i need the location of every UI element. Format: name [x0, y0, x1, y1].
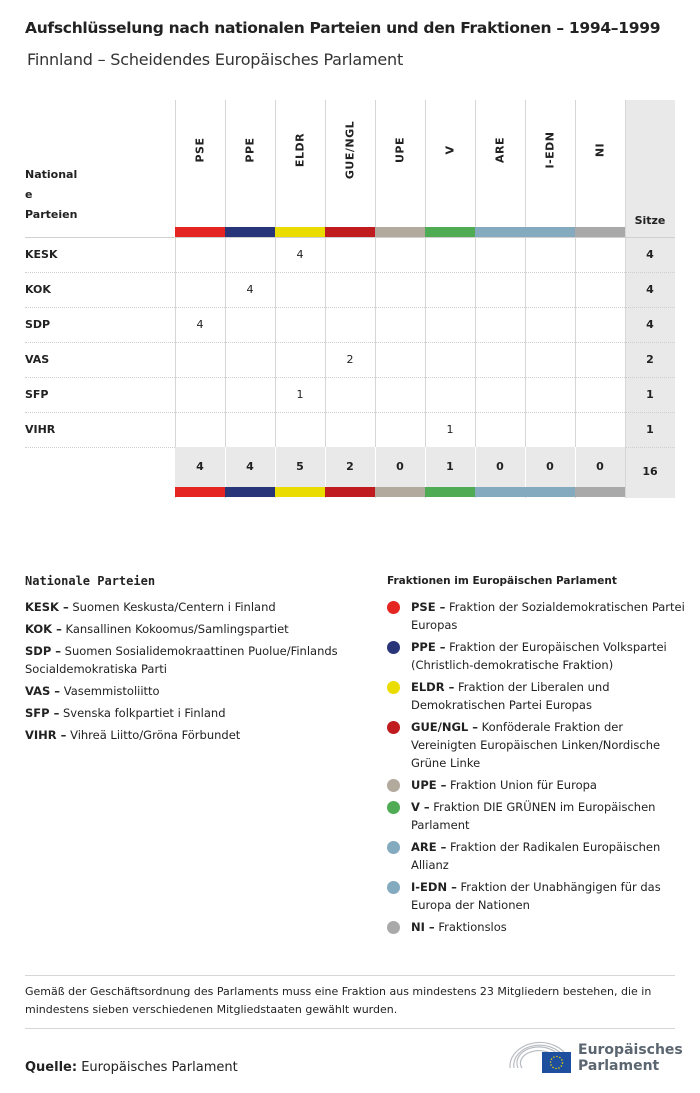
column-header-label: I-EDN	[543, 131, 557, 169]
ep-logo	[508, 1038, 683, 1078]
legend-color-dot-icon	[387, 881, 400, 894]
column-header-v	[425, 100, 475, 227]
group-color-bar	[225, 227, 275, 237]
legend-color-dot-icon	[387, 779, 400, 792]
legend-abbr: GUE/NGL –	[411, 720, 478, 734]
group-legend-item	[387, 718, 687, 772]
column-total: 2	[346, 460, 354, 473]
column-header-are	[475, 100, 525, 227]
legend-abbr: KESK –	[25, 600, 69, 614]
legend-abbr: I-EDN –	[411, 880, 457, 894]
legend-color-dot-icon	[387, 801, 400, 814]
group-color-bar-bottom	[375, 487, 425, 497]
national-party-legend-item	[25, 642, 365, 678]
group-color-bar	[175, 227, 225, 237]
legend-color-dot-icon	[387, 681, 400, 694]
group-color-bar	[275, 227, 325, 237]
legend-national-title: Nationale Parteien	[25, 574, 156, 588]
legend-abbr: UPE –	[411, 778, 447, 792]
legend-abbr: SFP –	[25, 706, 60, 720]
column-header-label: NI	[593, 142, 607, 158]
column-header-label: ARE	[493, 137, 507, 163]
column-header-label: UPE	[393, 136, 407, 164]
legend-abbr: NI –	[411, 920, 435, 934]
legend-text: Fraktion DIE GRÜNEN im Europäischen Parlament	[411, 800, 656, 832]
legend-abbr: VAS –	[25, 684, 61, 698]
group-color-bar-bottom	[275, 487, 325, 497]
row-total: 4	[646, 318, 654, 331]
legend-national-parties	[25, 572, 365, 748]
legend-color-dot-icon	[387, 601, 400, 614]
legend-text: Konföderale Fraktion der Vereinigten Europäischen Linken/Nordische Grüne Linke	[411, 720, 661, 770]
column-header-label: ELDR	[293, 132, 307, 168]
footnote: Gemäß der Geschäftsordnung des Parlaments muss eine Fraktion aus mindestens 23 Mitgliedern bestehen, die in mindestens sieben verschiedenen Mitgliedstaaten gewählt wurden.	[25, 985, 652, 1016]
national-party-legend-item	[25, 682, 365, 700]
group-color-bar-bottom	[175, 487, 225, 497]
group-legend-item	[387, 598, 687, 634]
group-legend-item	[387, 838, 687, 874]
legend-text: Suomen Sosialidemokraattinen Puolue/Finlands Socialdemokratiska Parti	[25, 644, 338, 676]
group-legend-item	[387, 638, 687, 674]
legend-abbr: SDP –	[25, 644, 62, 658]
column-header-label: PPE	[243, 137, 257, 163]
table-cell: 1	[446, 423, 454, 436]
table-cell: 4	[246, 283, 254, 296]
column-header-upe	[375, 100, 425, 227]
source-label: Quelle:	[25, 1060, 78, 1075]
column-total: 0	[496, 460, 504, 473]
legend-abbr: ARE –	[411, 840, 447, 854]
column-header-pse	[175, 100, 225, 227]
source-text: Europäisches Parlament	[77, 1060, 238, 1075]
column-total: 0	[596, 460, 604, 473]
legend-text: Vasemmistoliitto	[60, 684, 160, 698]
legend-groups-title: Fraktionen im Europäischen Parlament	[387, 575, 617, 587]
group-color-bar	[375, 227, 425, 237]
column-total: 0	[396, 460, 404, 473]
legend-abbr: KOK –	[25, 622, 62, 636]
column-total: 1	[446, 460, 454, 473]
row-party-label: VIHR	[25, 423, 56, 436]
row-party-label: SDP	[25, 318, 51, 331]
column-total: 4	[196, 460, 204, 473]
column-header-ppe	[225, 100, 275, 227]
row-party-label: VAS	[25, 353, 50, 366]
logo-line-1: Europäisches	[578, 1042, 683, 1058]
column-header-ni	[575, 100, 625, 227]
column-header-label: PSE	[193, 137, 207, 163]
group-legend-item	[387, 678, 687, 714]
group-color-bar	[325, 227, 375, 237]
sitze-column-bg	[625, 100, 675, 498]
column-header-eldr	[275, 100, 325, 227]
legend-abbr: V –	[411, 800, 430, 814]
row-party-label: KESK	[25, 248, 58, 261]
row-header-label: Parteien	[25, 208, 78, 221]
row-divider	[25, 342, 675, 343]
page-subtitle: Finnland – Scheidendes Europäisches Parlament	[27, 50, 404, 69]
column-divider	[625, 100, 626, 498]
parliament-hemicycle-icon	[508, 1038, 572, 1074]
row-divider	[25, 412, 675, 413]
legend-text: Vihreä Liitto/Gröna Förbundet	[66, 728, 241, 742]
row-total: 4	[646, 248, 654, 261]
group-color-bar-bottom	[525, 487, 575, 497]
row-total: 4	[646, 283, 654, 296]
legend-color-dot-icon	[387, 841, 400, 854]
source	[25, 1060, 238, 1075]
group-legend-item	[387, 918, 687, 936]
row-party-label: KOK	[25, 283, 51, 296]
group-legend-item	[387, 776, 687, 794]
row-total: 2	[646, 353, 654, 366]
sitze-header: Sitze	[634, 214, 666, 227]
group-color-bar-bottom	[475, 487, 525, 497]
group-color-bar-bottom	[225, 487, 275, 497]
page-title: Aufschlüsselung nach nationalen Parteien und den Fraktionen – 1994–1999	[25, 19, 661, 37]
column-total: 5	[296, 460, 304, 473]
group-color-bar-bottom	[425, 487, 475, 497]
row-total: 1	[646, 388, 654, 401]
national-party-legend-item	[25, 620, 365, 638]
row-total: 1	[646, 423, 654, 436]
row-divider	[25, 272, 675, 273]
column-header-label: GUE/NGL	[343, 120, 357, 180]
legend-text: Fraktion der Liberalen und Demokratischen Partei Europas	[411, 680, 610, 712]
legend-groups	[387, 572, 687, 940]
group-color-bar-bottom	[575, 487, 625, 497]
legend-text: Svenska folkpartiet i Finland	[59, 706, 226, 720]
group-legend-item	[387, 878, 687, 914]
row-divider	[25, 307, 675, 308]
legend-color-dot-icon	[387, 921, 400, 934]
legend-text: Suomen Keskusta/Centern i Finland	[68, 600, 276, 614]
national-party-legend-item	[25, 598, 365, 616]
group-color-bar	[425, 227, 475, 237]
group-color-bar-bottom	[325, 487, 375, 497]
legend-abbr: PSE –	[411, 600, 446, 614]
grand-total: 16	[642, 465, 658, 478]
group-color-bar	[475, 227, 525, 237]
legend-text: Fraktion der Sozialdemokratischen Partei Europas	[411, 600, 685, 632]
legend-text: Fraktion der Unabhängigen für das Europa der Nationen	[411, 880, 661, 912]
group-color-bar	[575, 227, 625, 237]
row-header-label: e	[25, 188, 33, 201]
column-header-gue/ngl	[325, 100, 375, 227]
column-header-label: V	[443, 145, 457, 155]
table-cell: 2	[346, 353, 354, 366]
table-cell: 4	[296, 248, 304, 261]
legend-abbr: ELDR –	[411, 680, 455, 694]
legend-color-dot-icon	[387, 641, 400, 654]
national-party-legend-item	[25, 704, 365, 722]
legend-color-dot-icon	[387, 721, 400, 734]
row-party-label: SFP	[25, 388, 49, 401]
row-divider	[25, 377, 675, 378]
column-total: 0	[546, 460, 554, 473]
national-party-legend-item	[25, 726, 365, 744]
legend-text: Fraktion Union für Europa	[446, 778, 597, 792]
group-legend-item	[387, 798, 687, 834]
logo-line-2: Parlament	[578, 1058, 660, 1074]
legend-abbr: PPE –	[411, 640, 446, 654]
legend-abbr: VIHR –	[25, 728, 67, 742]
legend-text: Kansallinen Kokoomus/Samlingspartiet	[61, 622, 289, 636]
table-cell: 4	[196, 318, 204, 331]
column-total: 4	[246, 460, 254, 473]
legend-text: Fraktion der Radikalen Europäischen Allianz	[411, 840, 661, 872]
column-header-i-edn	[525, 100, 575, 227]
header-rule	[25, 237, 675, 238]
group-color-bar	[525, 227, 575, 237]
legend-text: Fraktion der Europäischen Volkspartei (Christlich-demokratische Fraktion)	[411, 640, 667, 672]
legend-text: Fraktionslos	[434, 920, 507, 934]
table-cell: 1	[296, 388, 304, 401]
row-header-label: National	[25, 168, 78, 181]
